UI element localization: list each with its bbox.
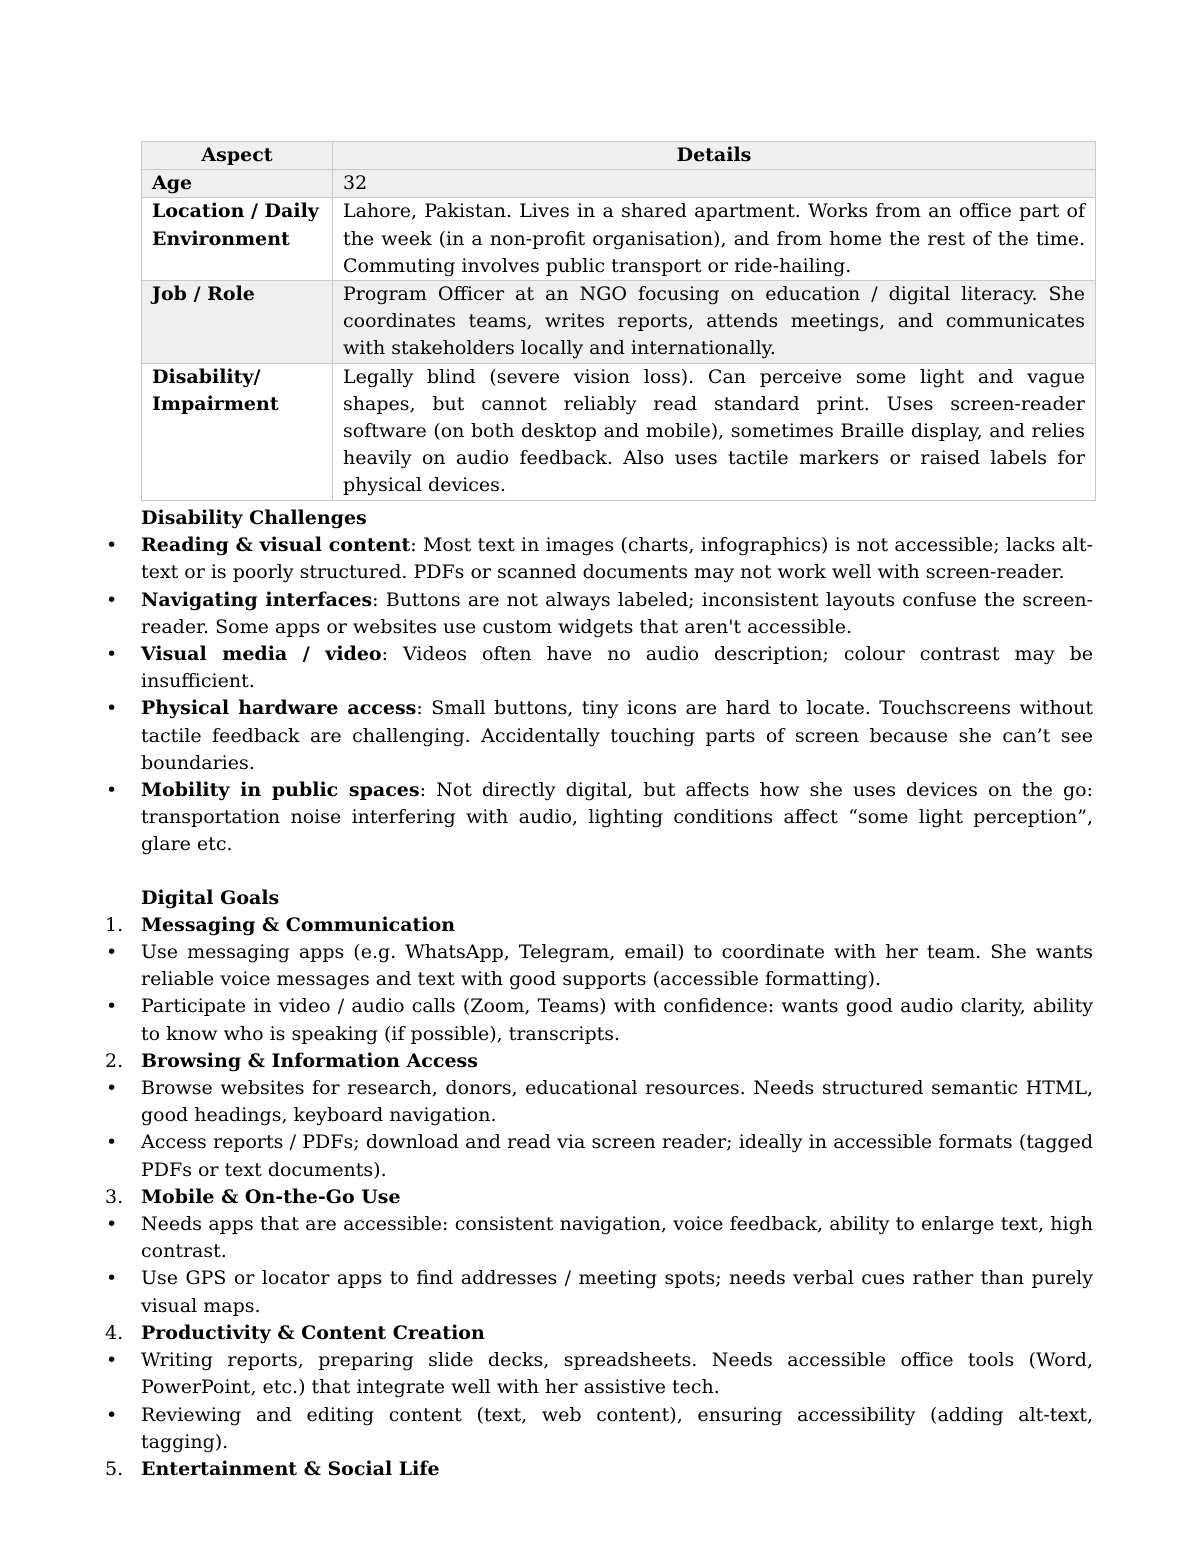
list-item: • Browse websites for research, donors, educational resources. Needs structured semantic HTML, good headings, keyboard navigation. <box>141 1075 1093 1129</box>
item-term: Physical hardware access <box>141 697 417 720</box>
goal-heading <box>105 1184 1093 1211</box>
persona-table <box>141 141 1096 501</box>
goal-heading <box>105 912 1093 939</box>
goal-title: Entertainment & Social Life <box>141 1457 440 1480</box>
list-item <box>141 587 1093 641</box>
goals-list <box>105 1048 1093 1075</box>
item-text: : Most text in images (charts, infographics) is not accessible; lacks alt-text or is poorly structured. PDFs or scanned documents may not work well with screen-reader. <box>141 534 1093 584</box>
item-text: : Buttons are not always labeled; inconsistent layouts confuse the screen-reader. Some apps or websites use custom widgets that aren't accessible. <box>141 588 1093 638</box>
goal-title: Productivity & Content Creation <box>141 1321 485 1344</box>
item-term: Visual media / video <box>141 643 382 666</box>
row-value: 32 <box>333 170 1096 198</box>
goal-title: Browsing & Information Access <box>141 1049 478 1072</box>
goal-number: 2. <box>105 1049 124 1072</box>
header-details: Details <box>333 142 1096 170</box>
goal-heading <box>105 1048 1093 1075</box>
item-term: Reading & visual content <box>141 534 411 557</box>
goal-bullets <box>141 1211 1093 1320</box>
header-aspect: Aspect <box>142 142 333 170</box>
item-term: Mobility in public spaces <box>141 779 420 802</box>
item-text: : Not directly digital, but affects how she uses devices on the go: transportation noise interfering with audio, lighting conditions affect “some light perception”, glare etc. <box>141 779 1094 856</box>
goal-number: 3. <box>105 1185 124 1208</box>
goal-bullets <box>141 1347 1093 1456</box>
row-label: Disability/ Impairment <box>142 363 333 500</box>
row-value: Legally blind (severe vision loss). Can perceive some light and vague shapes, but cannot reliably read standard print. Uses screen-reader software (on both desktop and mobile), sometimes Braille display, and relies heavily on audio feedback. Also uses tactile markers or raised labels for physical devices. <box>333 363 1096 500</box>
row-label: Location / Daily Environment <box>142 198 333 281</box>
goal-bullets <box>141 939 1093 1048</box>
table-row-location <box>142 198 1096 281</box>
goals-list <box>105 1456 1093 1483</box>
goal-number: 5. <box>105 1457 124 1480</box>
row-label: Job / Role <box>142 281 333 364</box>
item-term: Navigating interfaces <box>141 588 373 611</box>
item-text: : Videos often have no audio description; colour contrast may be insufficient. <box>141 643 1093 693</box>
list-item <box>141 777 1093 859</box>
list-item: • Participate in video / audio calls (Zoom, Teams) with confidence: wants good audio clarity, ability to know who is speaking (if possible), transcripts. <box>141 993 1093 1047</box>
list-item: • Needs apps that are accessible: consistent navigation, voice feedback, ability to enlarge text, high contrast. <box>141 1211 1093 1265</box>
spacer <box>141 859 1093 885</box>
goal-number: 1. <box>105 913 124 936</box>
table-row-job <box>142 281 1096 364</box>
item-text: : Small buttons, tiny icons are hard to locate. Touchscreens without tactile feedback are challenging. Accidentally touching parts of screen because she can’t see boundaries. <box>141 697 1093 774</box>
goal-title: Mobile & On-the-Go Use <box>141 1185 401 1208</box>
row-value: Lahore, Pakistan. Lives in a shared apartment. Works from an office part of the week (in a non-profit organisation), and from home the rest of the time. Commuting involves public transport or ride-hailing. <box>333 198 1096 281</box>
document-body <box>105 505 1094 1483</box>
row-label: Age <box>142 170 333 198</box>
row-value: Program Officer at an NGO focusing on education / digital literacy. She coordinates teams, writes reports, attends meetings, and communicates with stakeholders locally and internationally. <box>333 281 1096 364</box>
challenges-heading: Disability Challenges <box>141 507 367 529</box>
goal-title: Messaging & Communication <box>141 913 456 936</box>
goal-heading <box>105 1320 1093 1347</box>
list-item <box>141 532 1093 586</box>
goals-heading: Digital Goals <box>141 886 280 909</box>
goal-heading <box>105 1456 1093 1483</box>
challenges-list <box>141 532 1093 858</box>
goals-list <box>105 1320 1093 1347</box>
list-item: • Use GPS or locator apps to find addresses / meeting spots; needs verbal cues rather than purely visual maps. <box>141 1265 1093 1319</box>
list-item: • Use messaging apps (e.g. WhatsApp, Telegram, email) to coordinate with her team. She wants reliable voice messages and text with good supports (accessible formatting). <box>141 939 1093 993</box>
list-item <box>141 641 1093 695</box>
goal-bullets <box>141 1075 1093 1184</box>
list-item: • Reviewing and editing content (text, web content), ensuring accessibility (adding alt-text, tagging). <box>141 1402 1093 1456</box>
goal-number: 4. <box>105 1321 124 1344</box>
table-header-row <box>142 142 1096 170</box>
list-item: • Access reports / PDFs; download and read via screen reader; ideally in accessible formats (tagged PDFs or text documents). <box>141 1129 1093 1183</box>
goals-list <box>105 1184 1093 1211</box>
list-item <box>141 695 1093 777</box>
list-item: • Writing reports, preparing slide decks, spreadsheets. Needs accessible office tools (Word, PowerPoint, etc.) that integrate well with her assistive tech. <box>141 1347 1093 1401</box>
table-row-age <box>142 170 1096 198</box>
goals-list <box>105 912 1093 939</box>
table-row-disability <box>142 363 1096 500</box>
